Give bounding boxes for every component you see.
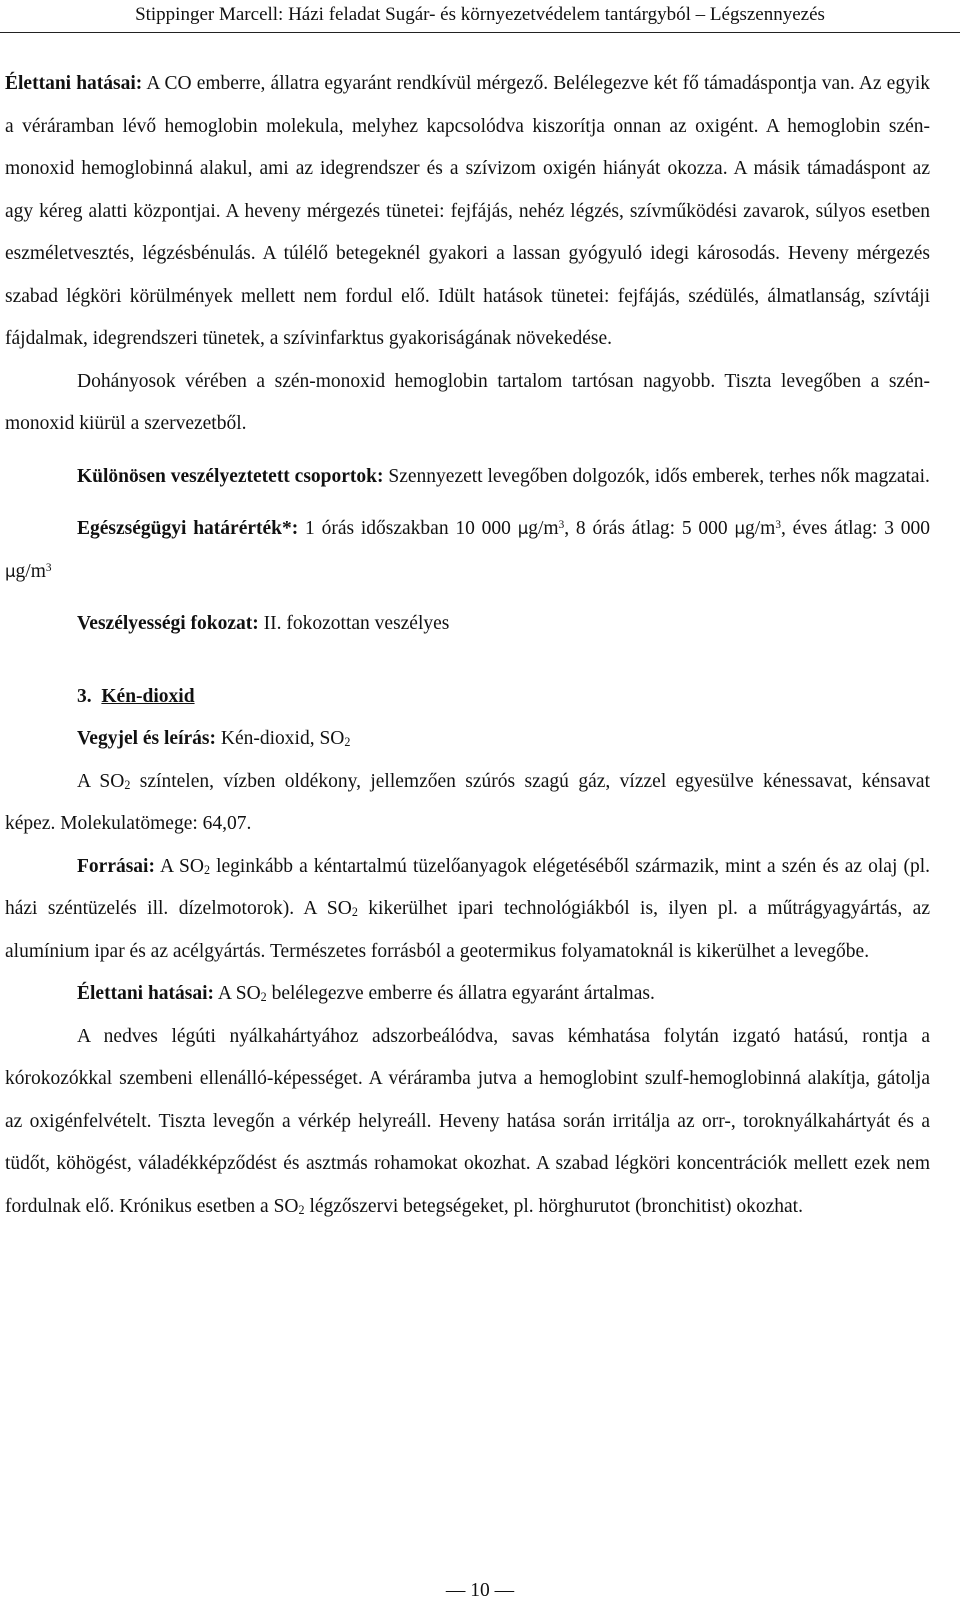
so2-forrasai-paragraph <box>5 846 930 974</box>
section-title: Kén-dioxid <box>101 685 195 707</box>
so2-section-heading <box>5 676 930 719</box>
co-hatarertek-paragraph <box>5 508 930 593</box>
co-fokozat-label: Veszélyességi fokozat: <box>77 613 259 634</box>
subscript: 2 <box>203 862 211 877</box>
subscript: 2 <box>260 990 267 1005</box>
co-elettani-paragraph <box>5 63 930 361</box>
co-hatarertek-unit-2: g/m <box>745 518 776 539</box>
co-elettani-text: A CO emberre, állatra egyaránt rendkívül mérgező. Belélegezve két fő támadáspontja van. Az egyik a véráramban lévő hemoglobin molekula, melyhez kapcsolódva kiszorítja onnan az oxigént. A hemoglobin szén-monoxid hemoglobinná alakul, ami az idegrendszer és a szívizom oxigén hiányát okozza. A másik támadáspont az agy kéreg alatti központjai. A heveny mérgezés tünetei: fejfájás, nehéz légzés, szívműködési zavarok, súlyos esetben eszméletvesztés, légzésbénulás. A túlélő betegeknél gyakori a lassan gyógyuló idegi károsodás. Heveny mérgezés szabad légköri körülmények mellett nem fordul elő. Idült hatások tünetei: fejfájás, szédülés, álmatlanság, szívtáji fájdalmak, idegrendszeri tünetek, a szívinfarktus gyakoriságának növekedése. <box>5 73 931 349</box>
co-hatarertek-unit-1: g/m <box>528 518 559 539</box>
co-csoportok-label: Különösen veszélyeztetett csoportok: <box>77 465 384 487</box>
section-number: 3. <box>77 685 92 707</box>
page-number: — 10 — <box>445 1580 515 1601</box>
co-csoportok-paragraph <box>5 456 930 499</box>
so2-leiras-text-1: A SO <box>77 770 125 792</box>
exponent: 3 <box>775 518 781 531</box>
co-fokozat-paragraph <box>5 603 930 646</box>
so2-forrasai-text-1: A SO <box>154 855 204 877</box>
so2-vegyjel-text: Kén-dioxid, SO <box>216 728 345 749</box>
co-fokozat-text: II. fokozottan veszélyes <box>258 613 450 634</box>
header-rule <box>0 32 960 33</box>
co-elettani-label: Élettani hatásai: <box>5 73 143 94</box>
subscript: 2 <box>351 905 358 920</box>
so2-forrasai-label: Forrásai: <box>77 855 155 877</box>
page-body <box>5 63 930 1228</box>
so2-elettani-paragraph <box>5 973 930 1016</box>
exponent: 3 <box>558 518 565 531</box>
subscript: 2 <box>124 777 131 792</box>
co-hatarertek-unit-3: g/m <box>15 560 46 582</box>
co-hatarertek-text-3: , éves átlag: 3 000 <box>781 518 931 539</box>
co-hatarertek-label: Egészségügyi határérték*: <box>77 518 299 539</box>
co-csoportok-text: Szennyezett levegőben dolgozók, idős emberek, terhes nők magzatai. <box>383 465 930 487</box>
so2-vegyjel-paragraph <box>5 718 930 761</box>
so2-elettani-label: Élettani hatásai: <box>77 983 215 1004</box>
so2-nedves-text-1: A nedves légúti nyálkahártyához adszorbeálódva, savas kémhatása folytán izgató hatású, rontja a kórokozókkal szembeni ellenálló-képességet. A véráramba jutva a hemoglobint szulf-hemoglobinná alakítja, gátolja az oxigénfelvételt. Tiszta levegőn a vérkép helyreáll. Heveny hatása során irritálja az orr-, toroknyálkahártyát és a tüdőt, köhögést, váladékképződést és asztmás rohamokat okozhat. A szabad légköri koncentrációk mellett ezek nem fordulnak elő. Krónikus esetben a SO <box>5 1025 930 1217</box>
subscript: 2 <box>298 1202 305 1217</box>
co-hatarertek-text-2: , 8 órás átlag: 5 000 <box>564 518 735 539</box>
running-header: Stippinger Marcell: Házi feladat Sugár- és környezetvédelem tantárgyból – Légszennyezés <box>135 4 825 25</box>
so2-elettani-text-2: belélegezve emberre és állatra egyaránt ártalmas. <box>266 983 655 1004</box>
micro-sign: μ <box>517 519 529 538</box>
micro-sign: μ <box>734 519 745 538</box>
so2-elettani-text-1: A SO <box>214 983 261 1004</box>
so2-forrasai-text-2: leginkább a kéntartalmú tüzelőanyagok elégetéséből származik, mint a szén és az olaj (pl. házi széntüzelés ill. dízelmotorok). A SO <box>5 855 930 919</box>
so2-vegyjel-label: Vegyjel és leírás: <box>77 728 216 749</box>
so2-nedves-text-2: légzőszervi betegségeket, pl. hörghurutot (bronchitist) okozhat. <box>304 1195 803 1217</box>
so2-leiras-text-2: színtelen, vízben oldékony, jellemzően szúrós szagú gáz, vízzel egyesülve kénessavat, kénsavat képez. Molekulatömege: 64,07. <box>5 770 930 834</box>
micro-sign: μ <box>5 561 16 581</box>
so2-nedves-paragraph <box>5 1016 930 1229</box>
subscript: 2 <box>344 735 351 750</box>
so2-forrasai-text-3: kikerülhet ipari technológiákból is, ilyen pl. a műtrágyagyártás, az alumínium ipar és az acélgyártás. Természetes forrásból a geotermikus folyamatoknál is kikerülhet a levegőbe. <box>5 898 930 962</box>
co-hatarertek-text-1: 1 órás időszakban 10 000 <box>298 518 518 539</box>
exponent: 3 <box>45 561 52 574</box>
co-dohanyosok-paragraph: Dohányosok vérében a szén-monoxid hemoglobin tartalom tartósan nagyobb. Tiszta levegőben a szén-monoxid kiürül a szervezetből. <box>5 370 930 434</box>
so2-leiras-paragraph <box>5 761 930 846</box>
